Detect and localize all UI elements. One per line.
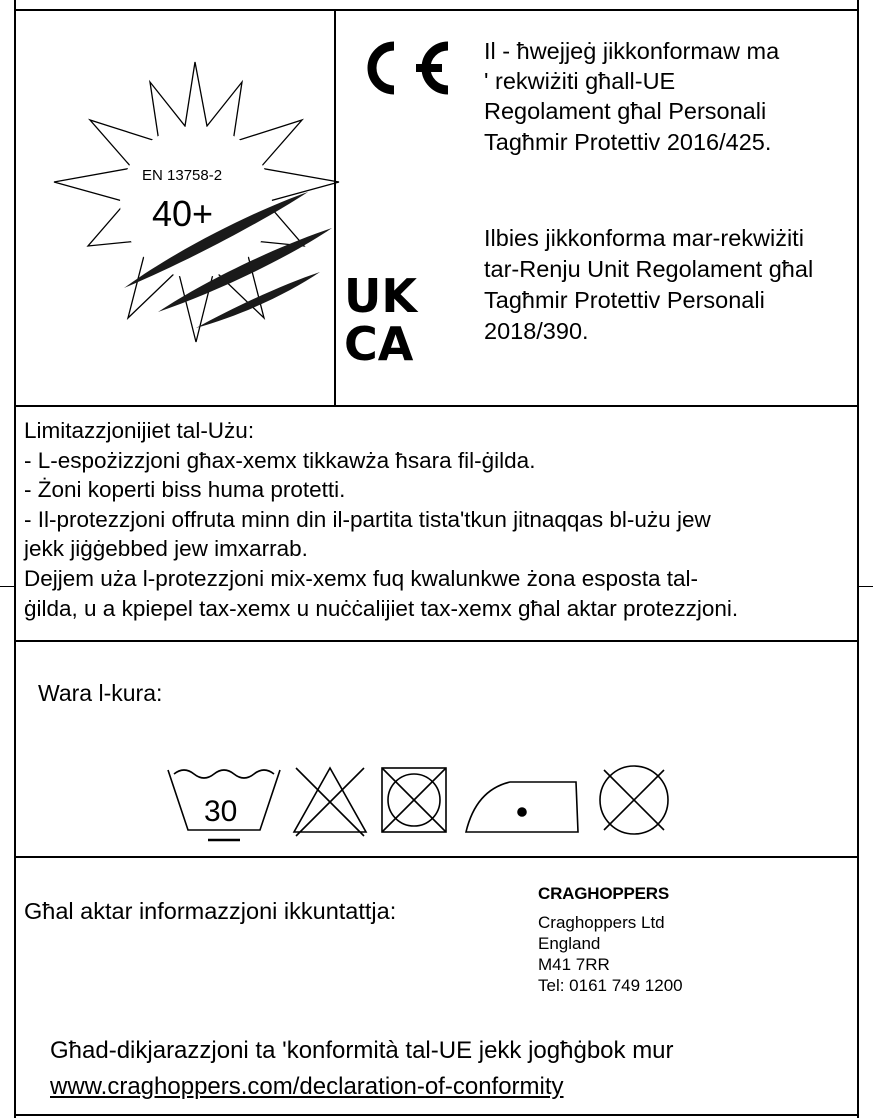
limitations-line: ġilda, u a kpiepel tax-xemx u nuċċalijiet tax-xemx għal aktar protezzjoni. [24,595,739,621]
svg-text:30: 30 [204,795,238,828]
ce-text-line-4: Tagħmir Protettiv 2016/425. [484,129,772,155]
label-sheet [14,0,859,1118]
limitations-line: Dejjem uża l-protezzjoni mix-xemx fuq kwalunkwe żona esposta tal- [24,565,699,591]
care-title: Wara l-kura: [38,680,163,706]
left-edge-tick [0,586,14,587]
ukca-text-line-3: Tagħmir Protettiv Personali [484,287,765,313]
svg-text:CA: CA [344,317,414,364]
do-not-bleach-icon [294,768,366,836]
ce-text-line-1: Il - ħwejjeġ jikkonformaw ma [484,38,780,64]
standard-label: EN 13758-2 [142,167,223,184]
address-line: M41 7RR [538,955,610,974]
do-not-tumble-dry-icon [382,768,446,832]
svg-text:UK: UK [344,269,417,323]
company-address [538,912,683,996]
limitations-line: - Il-protezzjoni offruta minn din il-partita tista'tkun jitnaqqas bl-użu jew [24,506,711,532]
upf-rating: 40+ [152,193,214,234]
address-line: England [538,934,601,953]
right-edge-tick [859,586,873,587]
wash-30-icon [168,770,280,840]
address-line: Craghoppers Ltd [538,913,665,932]
ukca-text-line-1: Ilbies jikkonforma mar-rekwiżiti [484,225,804,251]
company-logo: CRAGHOPPERS [538,884,669,903]
bottom-border [16,1114,857,1116]
limitations-title: Limitazzjonijiet tal-Użu: [24,418,255,443]
cert-bottom-divider [16,405,857,407]
ukca-mark-icon [344,268,434,364]
ce-text-line-2: ' rekwiżiti għall-UE [484,68,676,94]
top-border [16,9,857,11]
uv-protection-sun-icon [46,50,346,350]
address-line: Tel: 0161 749 1200 [538,976,683,995]
care-symbols [164,760,744,842]
limitations-line: - Żoni koperti biss huma protetti. [24,477,346,503]
ce-text-line-3: Regolament għal Personali [484,98,767,124]
limitations-bottom-divider [16,640,857,642]
ukca-text-line-4: 2018/390. [484,318,589,344]
limitations-section [24,416,738,623]
declaration-text: Għad-dikjarazzjoni ta 'konformità tal-UE jekk jogħġbok mur [50,1037,674,1064]
limitations-line: jekk jiġġebbed jew imxarrab. [24,536,308,562]
care-bottom-divider [16,856,857,858]
contact-label: Għal aktar informazzjoni ikkuntattja: [24,898,397,924]
iron-low-icon [466,782,578,832]
do-not-dry-clean-icon [600,766,668,834]
limitations-line: - L-espożizzjoni għax-xemx tikkawża ħsara fil-ġilda. [24,447,536,473]
ce-mark-icon [352,40,452,96]
declaration-link[interactable]: www.craghoppers.com/declaration-of-conformity [50,1073,564,1100]
ukca-text-line-2: tar-Renju Unit Regolament għal [484,256,814,282]
